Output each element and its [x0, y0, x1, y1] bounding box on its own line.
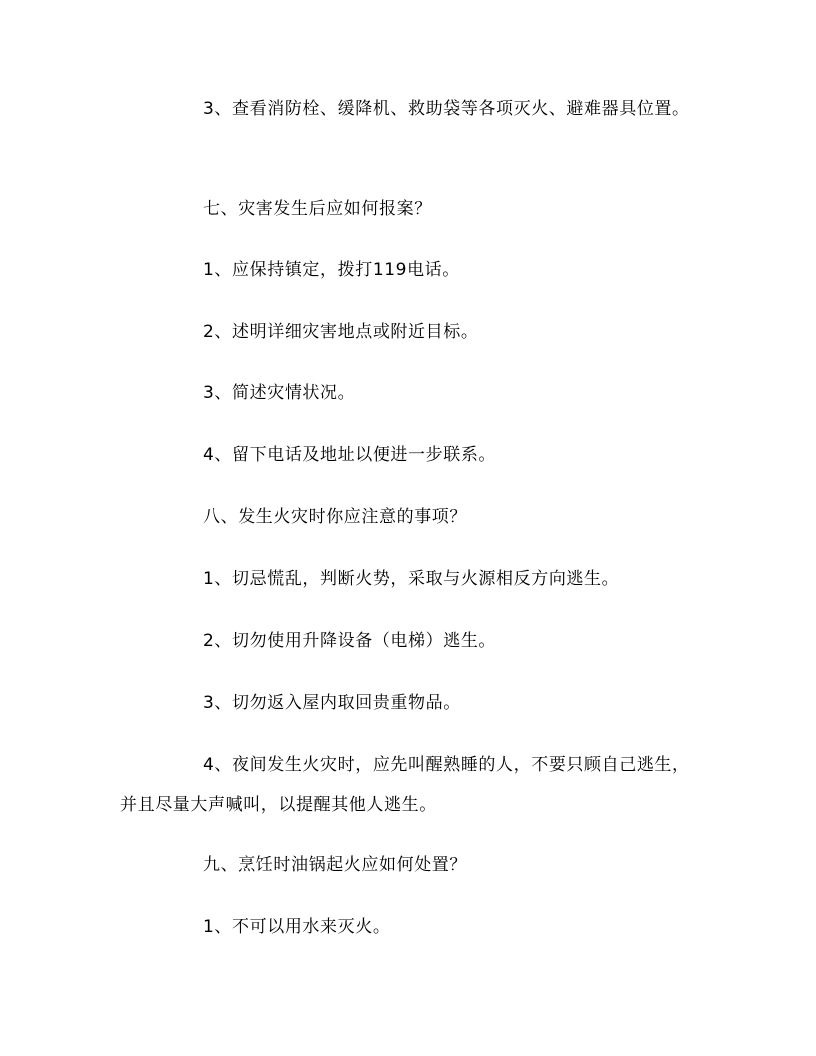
paragraph-item-1: 1、应保持镇定，拨打119电话。	[203, 260, 460, 280]
paragraph-item-2: 2、述明详细灾害地点或附近目标。	[203, 322, 479, 342]
paragraph-item-3-fire-equipment: 3、查看消防栓、缓降机、救助袋等各项灭火、避难器具位置。	[203, 99, 690, 119]
paragraph-item-1: 1、切忌慌乱，判断火势，采取与火源相反方向逃生。	[203, 569, 620, 589]
paragraph-item-2: 2、切勿使用升降设备（电梯）逃生。	[203, 631, 497, 651]
section-heading-7: 七、灾害发生后应如何报案？	[203, 199, 432, 219]
paragraph-item-4: 4、留下电话及地址以便进一步联系。	[203, 445, 497, 465]
section-heading-8: 八、发生火灾时你应注意的事项？	[203, 507, 467, 527]
paragraph-item-1: 1、不可以用水来灭火。	[203, 917, 391, 937]
paragraph-item-3: 3、切勿返入屋内取回贵重物品。	[203, 693, 461, 713]
section-heading-9: 九、烹饪时油锅起火应如何处置？	[203, 855, 467, 875]
paragraph-item-4: 4、夜间发生火灾时，应先叫醒熟睡的人，不要只顾自己逃生，并且尽量大声喊叫，以提醒其他人逃生。	[120, 755, 690, 815]
paragraph-item-3: 3、简述灾情状况。	[203, 383, 356, 403]
